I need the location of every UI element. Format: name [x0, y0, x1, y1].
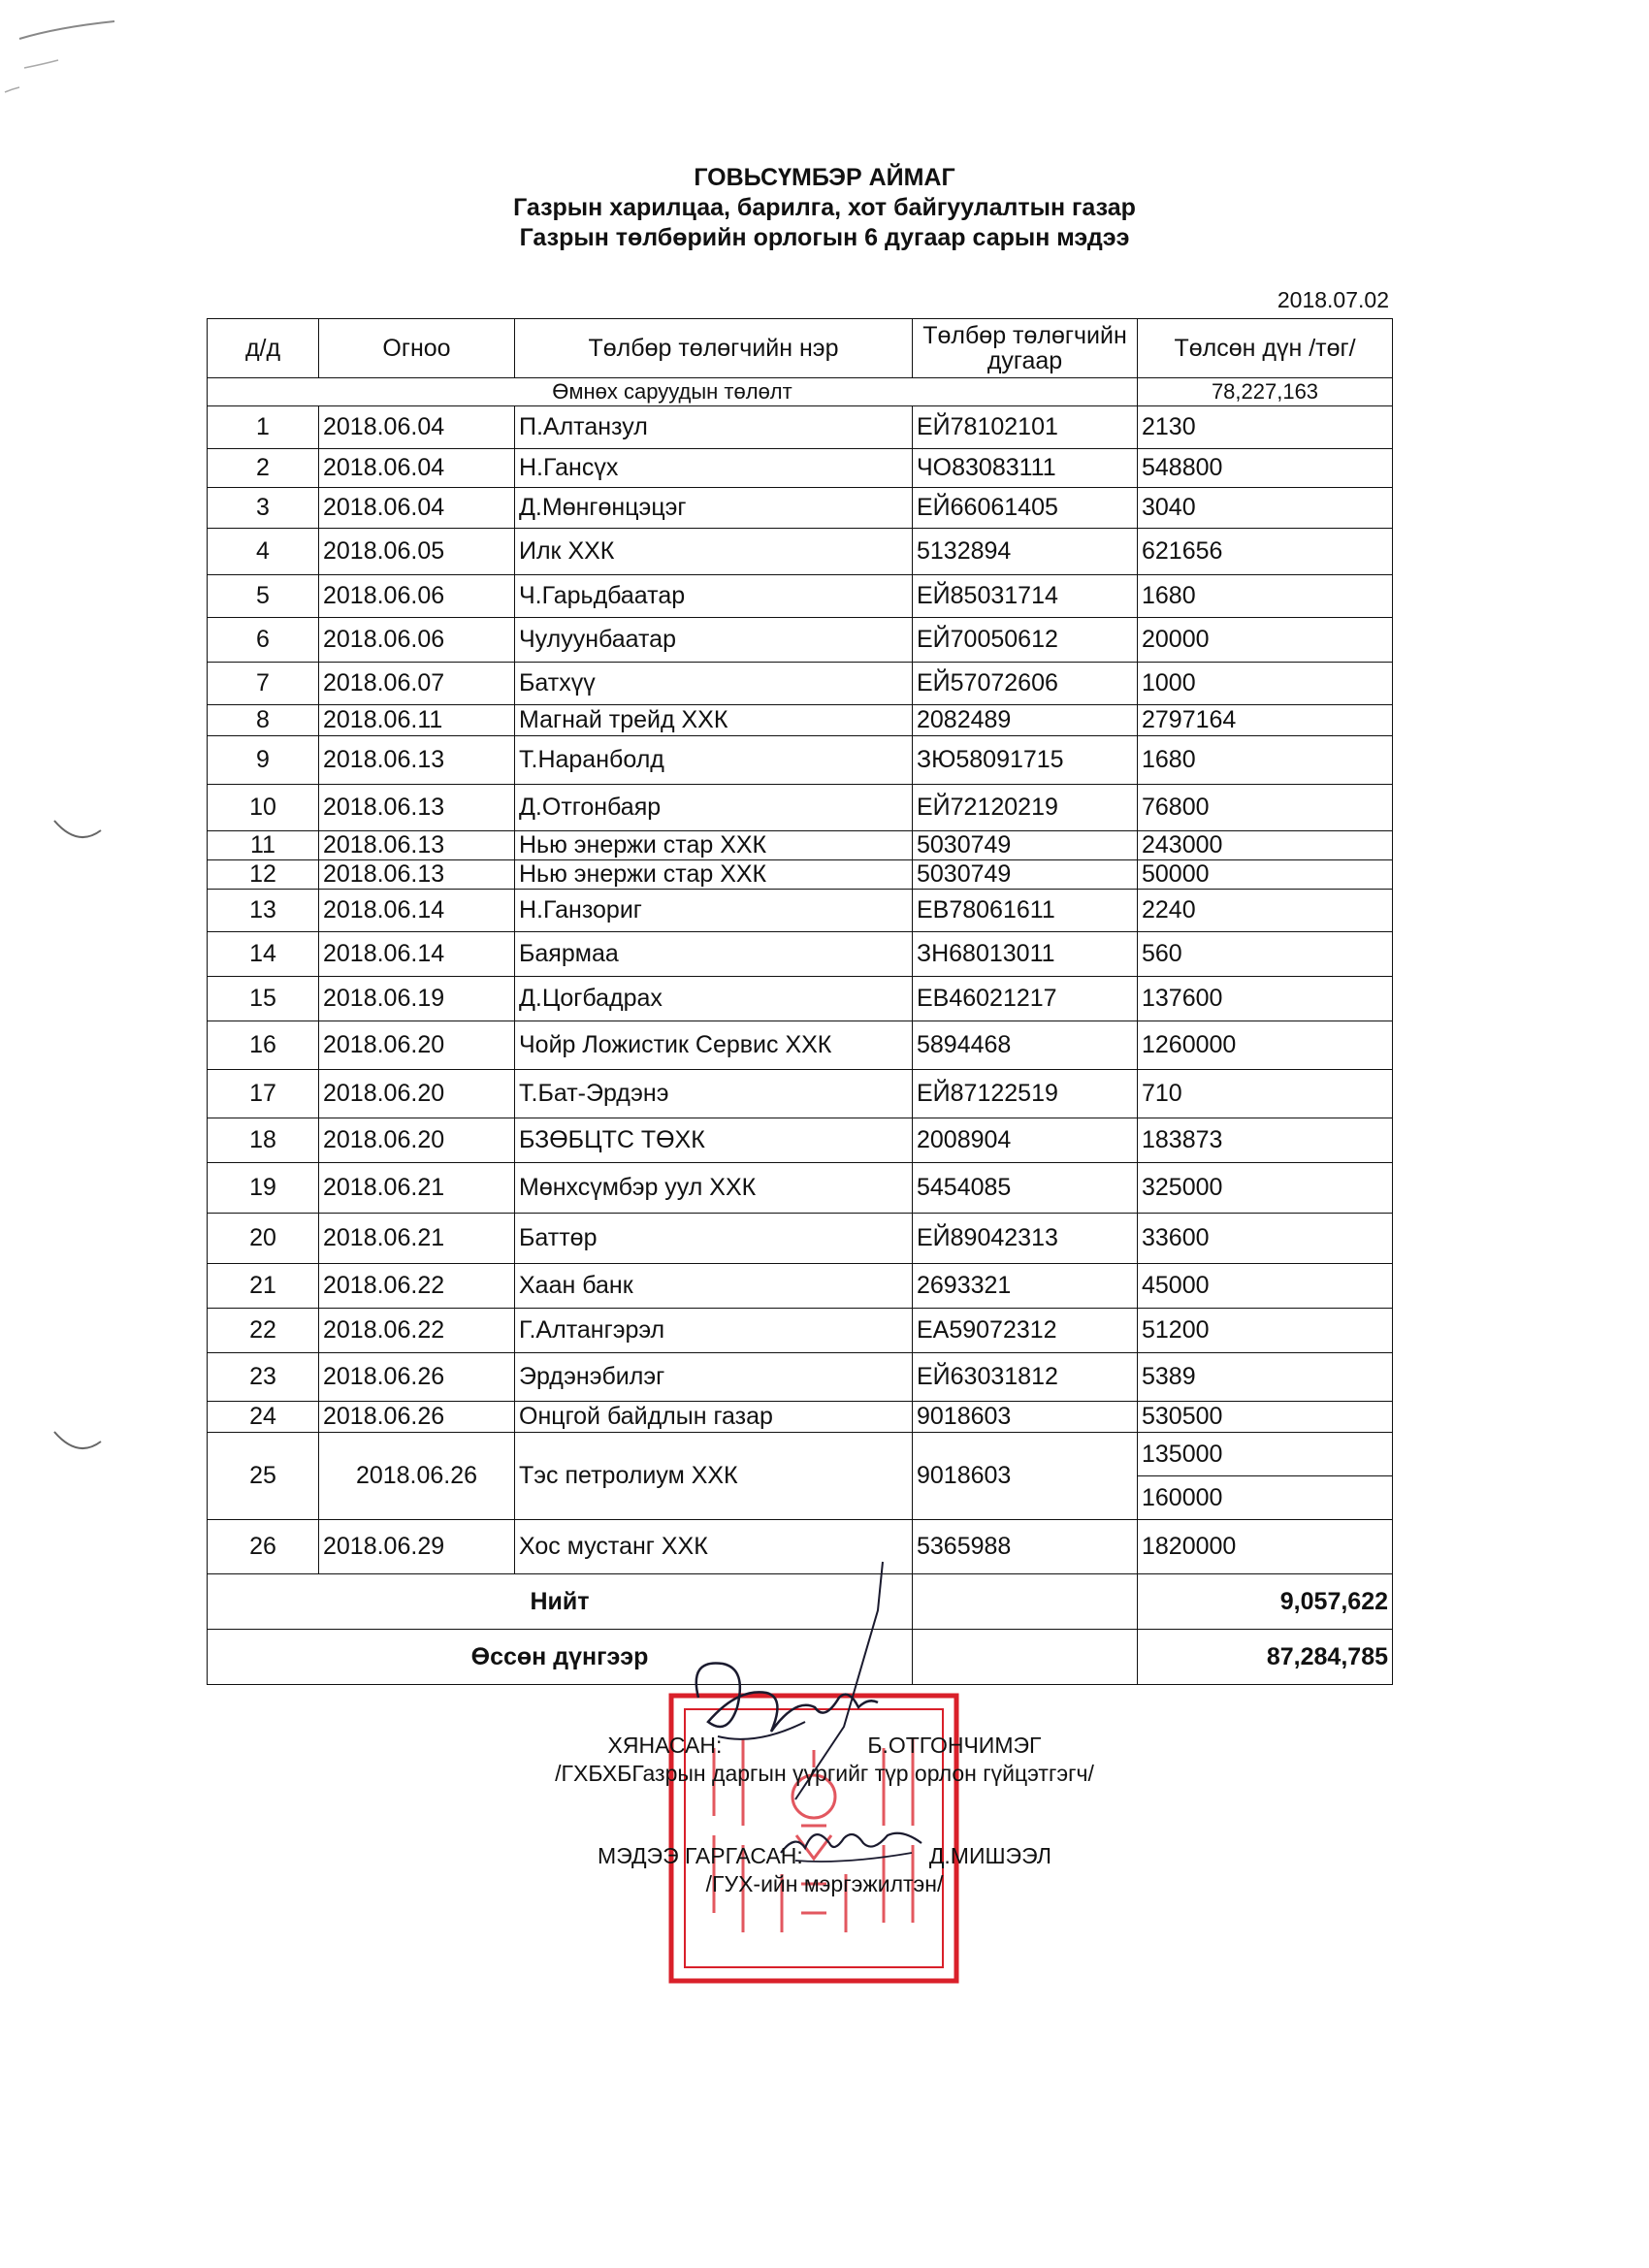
row-number: 11 [208, 831, 319, 860]
row-number: 17 [208, 1070, 319, 1118]
row-number: 5 [208, 575, 319, 618]
col-header-number: д/д [208, 319, 319, 378]
col-header-payer-name: Төлбөр төлөгчийн нэр [515, 319, 913, 378]
row-date: 2018.06.21 [319, 1214, 515, 1264]
row-date: 2018.06.20 [319, 1070, 515, 1118]
row-payer-name: Хаан банк [515, 1264, 913, 1309]
row-payer-id: 2082489 [913, 705, 1138, 736]
row-date: 2018.06.20 [319, 1021, 515, 1070]
col-header-payer-id: Төлбөр төлөгчийн дугаар [913, 319, 1138, 378]
row-payer-id: 2693321 [913, 1264, 1138, 1309]
row-payer-name: Т.Бат-Эрдэнэ [515, 1070, 913, 1118]
row-date: 2018.06.13 [319, 736, 515, 785]
preparer-label: МЭДЭЭ ГАРГАСАН: [598, 1843, 803, 1868]
row-payer-id: ЧО83083111 [913, 449, 1138, 488]
row-date: 2018.06.13 [319, 831, 515, 860]
table-row [208, 705, 1393, 736]
row-date: 2018.06.04 [319, 406, 515, 449]
row-number: 7 [208, 663, 319, 705]
table-row [208, 831, 1393, 860]
row-amount: 3040 [1138, 488, 1393, 529]
row-payer-name: Мөнхсүмбэр уул ХХК [515, 1163, 913, 1214]
row-amount: 2130 [1138, 406, 1393, 449]
row-number: 13 [208, 890, 319, 932]
row-date: 2018.06.29 [319, 1520, 515, 1574]
table-row [208, 663, 1393, 705]
header-title-aimag: ГОВЬСҮМБЭР АЙМАГ [694, 164, 955, 191]
row-amount: 710 [1138, 1070, 1393, 1118]
row-payer-name: Хос мустанг ХХК [515, 1520, 913, 1574]
row-payer-name: Н.Ганзориг [515, 890, 913, 932]
row-date: 2018.06.14 [319, 890, 515, 932]
row-number: 25 [208, 1433, 319, 1520]
preparer-role: /ГУХ-ийн мэргэжилтэн/ [705, 1871, 944, 1896]
row-payer-name: Онцгой байдлын газар [515, 1402, 913, 1433]
row-date: 2018.06.04 [319, 449, 515, 488]
total-label: Нийт [208, 1574, 913, 1630]
table-row [208, 1520, 1393, 1574]
row-payer-name: Эрдэнэбилэг [515, 1353, 913, 1402]
row-date: 2018.06.26 [319, 1433, 515, 1520]
row-payer-id: 5454085 [913, 1163, 1138, 1214]
row-amount: 548800 [1138, 449, 1393, 488]
row-payer-id: 5894468 [913, 1021, 1138, 1070]
row-amount: 1680 [1138, 575, 1393, 618]
cumulative-row [208, 1630, 1393, 1685]
table-row [208, 1433, 1393, 1476]
row-amount: 1000 [1138, 663, 1393, 705]
row-payer-id: ЕЙ87122519 [913, 1070, 1138, 1118]
row-amount: 1820000 [1138, 1520, 1393, 1574]
row-payer-id: 9018603 [913, 1433, 1138, 1520]
table-row [208, 932, 1393, 977]
row-payer-id: ЕВ46021217 [913, 977, 1138, 1021]
previous-months-row [208, 378, 1393, 406]
row-amount: 135000 [1138, 1433, 1393, 1476]
row-date: 2018.06.26 [319, 1402, 515, 1433]
row-payer-id: ЕЙ78102101 [913, 406, 1138, 449]
row-payer-name: Баярмаа [515, 932, 913, 977]
table-row [208, 488, 1393, 529]
row-date: 2018.06.20 [319, 1118, 515, 1163]
preparer-line [0, 1843, 1649, 1869]
row-amount: 2797164 [1138, 705, 1393, 736]
row-number: 21 [208, 1264, 319, 1309]
row-payer-name: Д.Отгонбаяр [515, 785, 913, 831]
row-number: 8 [208, 705, 319, 736]
row-date: 2018.06.06 [319, 618, 515, 663]
row-payer-name: Батхүү [515, 663, 913, 705]
row-number: 14 [208, 932, 319, 977]
scan-mark-top-left [0, 0, 136, 107]
row-amount: 33600 [1138, 1214, 1393, 1264]
row-number: 26 [208, 1520, 319, 1574]
row-amount: 2240 [1138, 890, 1393, 932]
row-date: 2018.06.04 [319, 488, 515, 529]
table-row [208, 406, 1393, 449]
table-header-row [208, 319, 1393, 378]
previous-months-label: Өмнөх саруудын төлөлт [208, 378, 1138, 406]
table-row [208, 1163, 1393, 1214]
row-amount: 5389 [1138, 1353, 1393, 1402]
row-number: 19 [208, 1163, 319, 1214]
reviewer-name: Б.ОТГОНЧИМЭГ [867, 1733, 1042, 1758]
row-payer-name: Илк ХХК [515, 529, 913, 575]
row-payer-id: ЕЙ57072606 [913, 663, 1138, 705]
preparer-name: Д.МИШЭЭЛ [928, 1843, 1051, 1868]
table-row [208, 1309, 1393, 1353]
row-amount: 560 [1138, 932, 1393, 977]
row-date: 2018.06.19 [319, 977, 515, 1021]
row-number: 10 [208, 785, 319, 831]
row-payer-id: ЕА59072312 [913, 1309, 1138, 1353]
table-row [208, 1070, 1393, 1118]
row-number: 18 [208, 1118, 319, 1163]
row-date: 2018.06.21 [319, 1163, 515, 1214]
row-payer-name: Чойр Ложистик Сервис ХХК [515, 1021, 913, 1070]
row-date: 2018.06.13 [319, 785, 515, 831]
table-row [208, 529, 1393, 575]
row-date: 2018.06.13 [319, 860, 515, 890]
row-payer-id: ЕЙ89042313 [913, 1214, 1138, 1264]
cumulative-empty-cell [913, 1630, 1138, 1685]
table-row [208, 575, 1393, 618]
row-payer-name: БЗӨБЦТС ТӨХК [515, 1118, 913, 1163]
row-payer-name: Д.Цогбадрах [515, 977, 913, 1021]
row-payer-name: Нью энержи стар ХХК [515, 860, 913, 890]
row-number: 6 [208, 618, 319, 663]
row-number: 22 [208, 1309, 319, 1353]
col-header-amount: Төлсөн дүн /төг/ [1138, 319, 1393, 378]
document-header [0, 163, 1649, 253]
row-date: 2018.06.22 [319, 1309, 515, 1353]
reviewer-role: /ГХБХБГазрын даргын үүргийг түр орлон гүйцэтгэгч/ [555, 1761, 1094, 1786]
row-payer-id: 5030749 [913, 860, 1138, 890]
table-row [208, 1021, 1393, 1070]
row-payer-name: Нью энержи стар ХХК [515, 831, 913, 860]
table-row [208, 977, 1393, 1021]
table-row [208, 1118, 1393, 1163]
row-amount: 137600 [1138, 977, 1393, 1021]
report-date: 2018.07.02 [1277, 287, 1389, 312]
table-row [208, 890, 1393, 932]
row-payer-name: Т.Наранболд [515, 736, 913, 785]
row-number: 2 [208, 449, 319, 488]
row-amount: 621656 [1138, 529, 1393, 575]
row-amount: 45000 [1138, 1264, 1393, 1309]
punch-hole-mark-1 [48, 815, 107, 854]
row-date: 2018.06.14 [319, 932, 515, 977]
row-date: 2018.06.07 [319, 663, 515, 705]
row-payer-id: 5132894 [913, 529, 1138, 575]
payments-table [207, 318, 1393, 1685]
table-row [208, 785, 1393, 831]
row-amount: 20000 [1138, 618, 1393, 663]
reviewer-block [0, 1733, 1649, 1787]
row-payer-id: ЕЙ70050612 [913, 618, 1138, 663]
row-number: 9 [208, 736, 319, 785]
previous-months-value: 78,227,163 [1138, 378, 1393, 406]
table-row [208, 1264, 1393, 1309]
row-amount: 51200 [1138, 1309, 1393, 1353]
row-payer-id: ЕЙ72120219 [913, 785, 1138, 831]
reviewer-line [0, 1733, 1649, 1759]
row-amount: 76800 [1138, 785, 1393, 831]
row-payer-name: Баттөр [515, 1214, 913, 1264]
total-empty-cell [913, 1574, 1138, 1630]
row-payer-name: Д.Мөнгөнцэцэг [515, 488, 913, 529]
table-row [208, 618, 1393, 663]
header-title-report: Газрын төлбөрийн орлогын 6 дугаар сарын мэдээ [519, 224, 1130, 251]
row-date: 2018.06.26 [319, 1353, 515, 1402]
row-number: 1 [208, 406, 319, 449]
row-amount: 530500 [1138, 1402, 1393, 1433]
table-row [208, 1402, 1393, 1433]
cumulative-label: Өссөн дүнгээр [208, 1630, 913, 1685]
col-header-date: Огноо [319, 319, 515, 378]
punch-hole-mark-2 [48, 1426, 107, 1465]
row-number: 23 [208, 1353, 319, 1402]
table-row [208, 449, 1393, 488]
row-payer-name: Н.Гансүх [515, 449, 913, 488]
row-amount: 243000 [1138, 831, 1393, 860]
row-payer-id: ЗЮ58091715 [913, 736, 1138, 785]
row-payer-name: Чулуунбаатар [515, 618, 913, 663]
row-payer-id: 5030749 [913, 831, 1138, 860]
header-title-agency: Газрын харилцаа, барилга, хот байгуулалтын газар [513, 194, 1136, 221]
table-row [208, 1214, 1393, 1264]
row-payer-name: Г.Алтангэрэл [515, 1309, 913, 1353]
table-body [208, 378, 1393, 1574]
row-payer-id: ЗН68013011 [913, 932, 1138, 977]
preparer-block [0, 1843, 1649, 1897]
row-number: 15 [208, 977, 319, 1021]
row-payer-id: ЕЙ85031714 [913, 575, 1138, 618]
row-amount: 50000 [1138, 860, 1393, 890]
row-number: 24 [208, 1402, 319, 1433]
row-number: 4 [208, 529, 319, 575]
row-date: 2018.06.11 [319, 705, 515, 736]
row-payer-name: Магнай трейд ХХК [515, 705, 913, 736]
row-payer-name: П.Алтанзул [515, 406, 913, 449]
total-value: 9,057,622 [1138, 1574, 1393, 1630]
row-date: 2018.06.06 [319, 575, 515, 618]
row-number: 20 [208, 1214, 319, 1264]
row-amount: 183873 [1138, 1118, 1393, 1163]
table-row [208, 860, 1393, 890]
row-date: 2018.06.05 [319, 529, 515, 575]
table-row [208, 736, 1393, 785]
table-row [208, 1353, 1393, 1402]
row-amount: 325000 [1138, 1163, 1393, 1214]
row-number: 12 [208, 860, 319, 890]
row-payer-name: Ч.Гарьдбаатар [515, 575, 913, 618]
row-date: 2018.06.22 [319, 1264, 515, 1309]
row-number: 16 [208, 1021, 319, 1070]
reviewer-label: ХЯНАСАН: [607, 1733, 723, 1758]
row-amount: 1260000 [1138, 1021, 1393, 1070]
row-number: 3 [208, 488, 319, 529]
row-payer-id: 5365988 [913, 1520, 1138, 1574]
row-payer-id: ЕВ78061611 [913, 890, 1138, 932]
cumulative-value: 87,284,785 [1138, 1630, 1393, 1685]
row-payer-name: Тэс петролиум ХХК [515, 1433, 913, 1520]
row-payer-id: 9018603 [913, 1402, 1138, 1433]
total-row [208, 1574, 1393, 1630]
row-amount-second: 160000 [1138, 1476, 1393, 1520]
row-payer-id: 2008904 [913, 1118, 1138, 1163]
row-payer-id: ЕЙ66061405 [913, 488, 1138, 529]
row-amount: 1680 [1138, 736, 1393, 785]
row-payer-id: ЕЙ63031812 [913, 1353, 1138, 1402]
